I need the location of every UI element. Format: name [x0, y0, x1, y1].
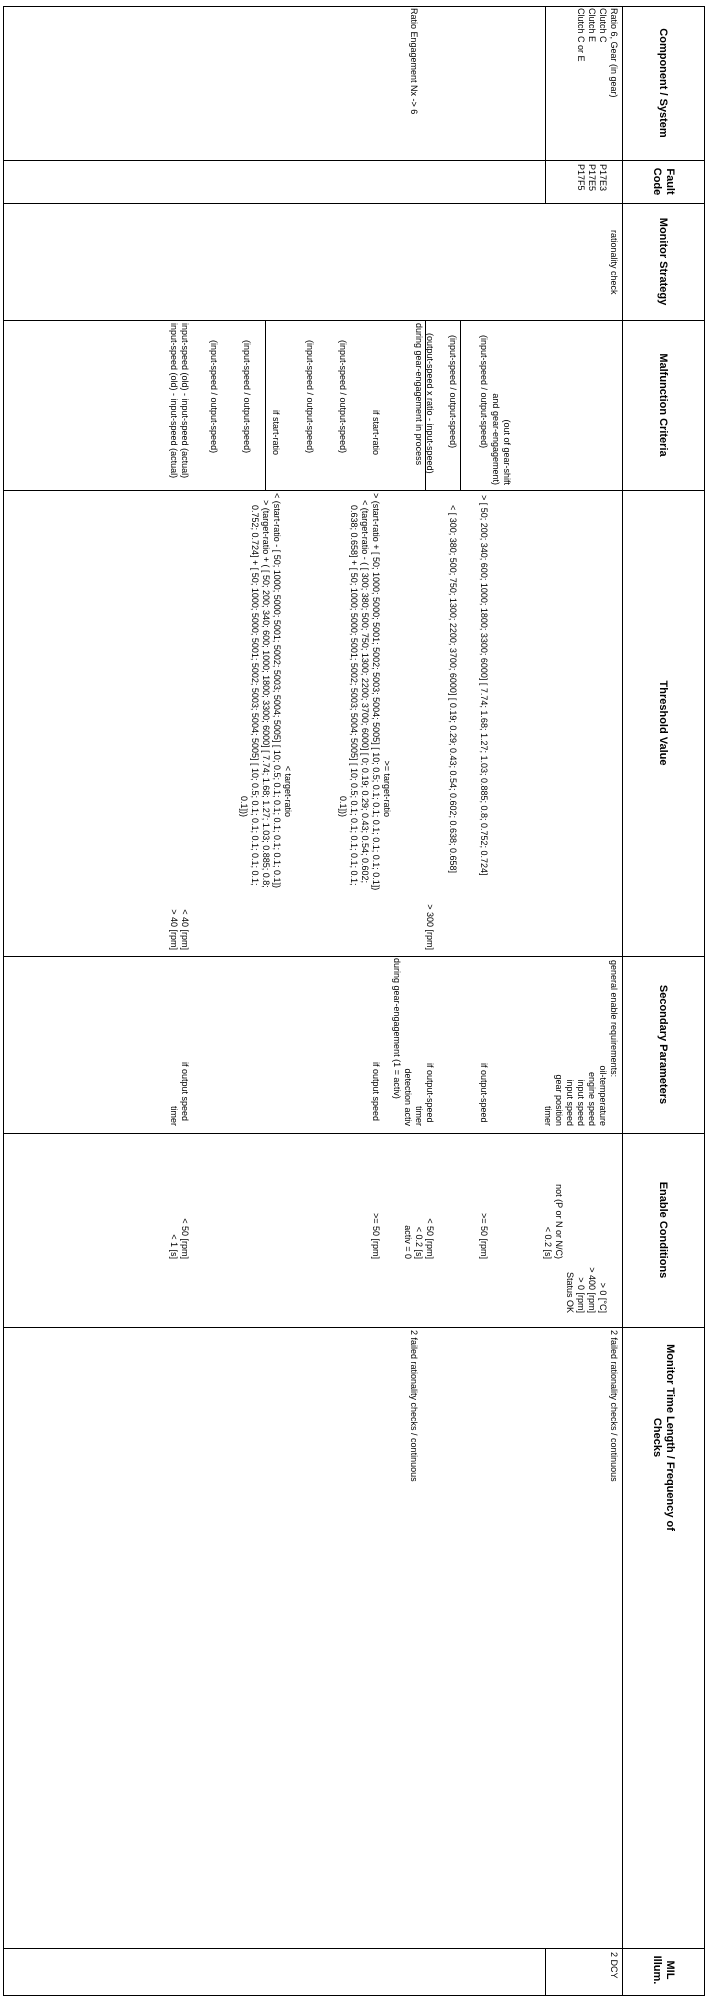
- malf-io-old: input-speed (old) - input-speed (actual): [180, 323, 190, 479]
- component-clutch-e: Clutch E: [587, 8, 597, 43]
- col-divider: [3, 1133, 705, 1134]
- sec-if-out-2: if output-speed: [425, 1063, 435, 1123]
- enable-out-3: >= 50 [rpm]: [371, 1212, 381, 1259]
- col-divider: [3, 160, 705, 161]
- malf-io-old-2: input-speed (old) - input-speed (actual): [169, 323, 179, 479]
- enable-status: Status OK: [565, 1271, 575, 1313]
- threshold-6b: < (start-ratio - [ 50; 1000; 5000; 5001; 5002; 5003; 5004; 5005] [ 10; 0.5; 0.1; 0.1; 0.1; 0.1; 0.1; 0.1]): [272, 493, 282, 889]
- sec-timer-1: timer: [543, 1106, 553, 1126]
- row-divider: [545, 6, 546, 203]
- sec-input-2: input speed: [565, 1079, 575, 1126]
- malf-io-4: (input-speed / output-speed): [305, 340, 315, 454]
- threshold-8: < 40 [rpm]: [180, 909, 190, 950]
- enable-timer-1: < 0.2 [s]: [543, 1226, 553, 1259]
- ratio-engagement: Ratio Engagement Nx -> 6: [409, 8, 419, 115]
- enable-timer-3: < 1 [s]: [169, 1234, 179, 1259]
- bracket-line: [265, 320, 266, 490]
- bracket-line: [460, 320, 461, 490]
- header-fault-code: Fault Code: [651, 167, 676, 196]
- malf-if-start-2: if start-ratio: [271, 409, 281, 455]
- sec-input-1: input speed: [576, 1079, 586, 1126]
- sec-during: during gear-engagement (1 = activ): [392, 958, 402, 1099]
- malf-io-2: (input-speed / output-speed): [448, 335, 458, 449]
- threshold-7b: 0.752; 0.724] + [ 50; 1000; 5000; 5001; 5002; 5003; 5004; 5005] [ 10; 0.5; 0.1; 0.1; 0.1; 0.1; 0.1;: [250, 505, 260, 886]
- threshold-4a: >= target-ratio: [382, 760, 392, 817]
- malf-io-6: (input-speed / output-speed): [209, 340, 219, 454]
- sec-general: general enable requirements:: [609, 960, 619, 1078]
- enable-timer-2: < 0.2 [s]: [414, 1226, 424, 1259]
- malf-and-engagement: and gear-engagement): [491, 393, 501, 485]
- sec-if-out-4: if output speed: [180, 1062, 190, 1122]
- row-divider: [545, 1948, 546, 1996]
- threshold-7a: > (target-ratio + ( [ 50; 200; 340; 600; 1000; 1800; 3300; 6000] [ 7.74; 1.68; 1.27; 1.03; 0.885; 0.8;: [261, 500, 271, 888]
- enable-activ: activ = 0: [403, 1225, 413, 1259]
- header-malfunction: Malfunction Criteria: [657, 353, 670, 457]
- header-secondary: Secondary Parameters: [657, 984, 670, 1105]
- enable-gear: not (P or N or N/C): [554, 1184, 564, 1259]
- col-divider: [3, 203, 705, 204]
- enable-out-2: < 50 [rpm]: [425, 1218, 435, 1259]
- threshold-2: < [ 300; 380; 500; 750; 1300; 2200; 3700; 6000] [ 0.19; 0.29; 0.43; 0.54; 0.602; 0.638; 0.658]: [448, 505, 458, 874]
- col-divider: [3, 490, 705, 491]
- sec-timer-3: timer: [169, 1106, 179, 1126]
- fault-code: P17E5: [587, 164, 597, 192]
- header-strategy: Monitor Strategy: [657, 217, 670, 306]
- sec-timer-2: timer: [414, 1106, 424, 1126]
- malf-out-of-shift: (out of gear-shift: [502, 419, 512, 485]
- header-enable: Enable Conditions: [657, 1181, 670, 1279]
- threshold-7c: 0.1])): [239, 795, 249, 817]
- malf-if-start-1: if start-ratio: [371, 409, 381, 455]
- fault-code: P17F5: [576, 164, 586, 191]
- threshold-5b: 0.638; 0.658] + [ 50; 1000; 5000; 5001; 5002; 5003; 5004; 5005] [ 10; 0.5; 0.1; 0.1; 0.1; 0.1; 0.1;: [349, 505, 359, 886]
- component-ratio6: Ratio 6, Gear (in gear): [609, 8, 619, 98]
- fault-code: P17E3: [598, 164, 608, 192]
- sec-oil: oil-temperature: [598, 1065, 608, 1126]
- col-divider: [3, 320, 705, 321]
- header-component: Component / System: [657, 28, 670, 138]
- col-divider: [3, 1948, 705, 1949]
- malf-io-5: (input-speed / output-speed): [242, 340, 252, 454]
- col-divider: [3, 1327, 705, 1328]
- header-time: Monitor Time Length / Frequency of Checks: [651, 1344, 676, 1531]
- enable-out-1: >= 50 [rpm]: [479, 1212, 489, 1259]
- threshold-1: > [ 50; 200; 340; 600; 1000; 1800; 3300; 6000] [ 7.74; 1.68; 1.27; 1.03; 0.885; 0.8; 0.752; 0.724]: [479, 495, 489, 876]
- strategy-text: rationality check: [609, 230, 619, 295]
- threshold-3: > 300 [rpm]: [425, 904, 435, 950]
- threshold-6a: < target-ratio: [283, 765, 293, 817]
- sec-detection: detection activ: [403, 1068, 413, 1126]
- malf-osr: (output-speed x ratio - input-speed): [425, 333, 435, 474]
- malf-io-1: (input-speed / output-speed): [479, 335, 489, 449]
- malf-during: during gear-engagement in process: [414, 323, 424, 466]
- time-check-1: 2 failed rationality checks / continuous: [609, 1330, 619, 1482]
- threshold-9: > 40 [rpm]: [169, 909, 179, 950]
- sec-if-out-3: if output speed: [371, 1062, 381, 1122]
- sec-if-out-1: if output-speed: [479, 1063, 489, 1123]
- enable-engine: > 400 [rpm]: [587, 1267, 597, 1313]
- enable-out-4: < 50 [rpm]: [180, 1218, 190, 1259]
- malf-io-3: (input-speed / output-speed): [338, 340, 348, 454]
- sec-gearpos: gear position: [554, 1074, 564, 1126]
- col-divider: [3, 956, 705, 957]
- enable-input: > 0 [rpm]: [576, 1277, 586, 1313]
- header-mil: MIL Illum.: [651, 1955, 676, 1985]
- component-clutch-c-or-e: Clutch C or E: [576, 8, 586, 62]
- sec-engine: engine speed: [587, 1071, 597, 1126]
- enable-oil: > 0 [°C]: [598, 1282, 608, 1313]
- threshold-4b: > (start-ratio + [ 50; 1000; 5000; 5001; 5002; 5003; 5004; 5005] [ 10; 0.5; 0.1; 0.1; 0.1; 0.1; 0.1; 0.1]): [371, 493, 381, 891]
- header-threshold: Threshold Value: [657, 680, 670, 766]
- component-clutch-c: Clutch C: [598, 8, 608, 43]
- mil-value: 2 DCY: [609, 1952, 619, 1979]
- threshold-5a: < (target-ratio - ( [ 300; 380; 500; 750; 1300; 2200; 3700; 6000] [ 0; 0.19; 0.29; 0.43; 0.54; 0.602;: [360, 500, 370, 884]
- threshold-5c: 0.1])): [338, 795, 348, 817]
- time-check-2: 2 failed rationality checks / continuous: [409, 1330, 419, 1482]
